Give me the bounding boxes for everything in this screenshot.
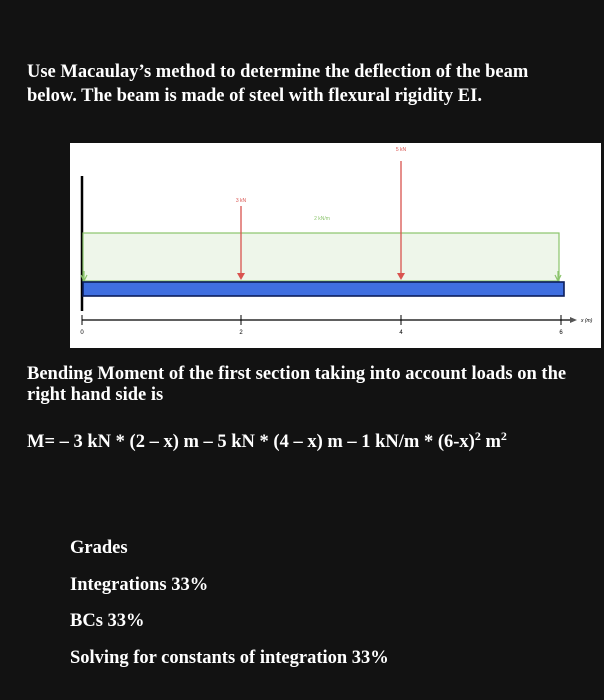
tick-label-0: 0 — [80, 330, 84, 336]
tick-label-4: 4 — [399, 330, 403, 336]
point-load-2-label: 5 kN — [395, 147, 407, 153]
grade-item-constants: Solving for constants of integration 33% — [70, 647, 389, 668]
equation-exponent-2: 2 — [500, 429, 507, 443]
grades-title: Grades — [70, 538, 128, 558]
grade-item-bcs: BCs 33% — [70, 611, 145, 631]
equation-main: M= – 3 kN * (2 – x) m – 5 kN * (4 – x) m – 1 kN/m * (6-x) — [27, 432, 475, 452]
point-load-1-label: 3 kN — [235, 198, 247, 204]
section-description: Bending Moment of the first section taking into account loads on the right hand side is — [27, 364, 567, 405]
grades-list — [70, 536, 570, 682]
distributed-load-region — [83, 233, 559, 281]
grade-item-integrations: Integrations 33% — [70, 574, 209, 595]
x-axis-arrowhead — [570, 317, 577, 323]
beam-diagram — [70, 143, 601, 348]
beam-diagram-svg — [70, 143, 601, 348]
moment-equation — [27, 424, 587, 454]
udl-label: 2 kN/m — [314, 216, 330, 222]
tick-label-2: 2 — [239, 330, 243, 336]
equation-exponent-1: 2 — [474, 429, 481, 443]
equation-unit: m — [480, 432, 501, 452]
beam — [83, 282, 564, 296]
problem-statement: Use Macaulay’s method to determine the deflection of the beam below. The beam is made of steel with flexural rigidity EI. — [27, 62, 529, 106]
x-axis-label: x (m) — [581, 318, 593, 324]
tick-label-6: 6 — [559, 330, 563, 336]
